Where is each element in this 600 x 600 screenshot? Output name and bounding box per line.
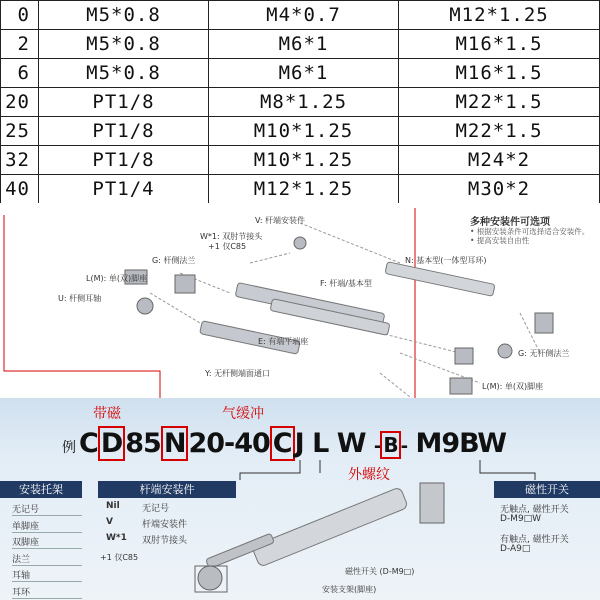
- rod-code: W*1: [106, 533, 127, 543]
- spec-cell-bore: 40: [1, 175, 39, 204]
- spec-cell-rod_end: M8*1.25: [209, 88, 399, 117]
- spec-row: [1, 175, 600, 204]
- spec-cell-mount: M12*1.25: [399, 1, 600, 30]
- spec-cell-port: PT1/8: [39, 88, 209, 117]
- model-dash-1: -: [373, 436, 381, 457]
- diagram-bullet-1: • 根据安装条件可选择适合安装件。: [470, 227, 590, 236]
- label-y: Y: 无杆侧端面通口: [205, 369, 271, 378]
- diagram-bullet-2: • 提高安装自由性: [470, 236, 530, 245]
- mount-item: 法兰: [12, 552, 82, 566]
- spec-row: [1, 30, 600, 59]
- diagram-title: 多种安装件可选项: [470, 217, 550, 228]
- label-u-left: U: 杆侧耳轴: [58, 294, 102, 303]
- spec-row: [1, 59, 600, 88]
- label-l-left: L(M): 单(双)脚座: [86, 274, 148, 283]
- spec-cell-port: M5*0.8: [39, 30, 209, 59]
- model-part-l: L: [312, 428, 329, 459]
- photo-label-bracket: 安装支架(脚座): [322, 585, 377, 594]
- rod-panel-header: 杆端安装件: [98, 481, 236, 498]
- rod-desc: 无记号: [142, 504, 170, 514]
- model-part-n: N: [161, 426, 189, 461]
- spec-cell-rod_end: M10*1.25: [209, 146, 399, 175]
- spec-row: [1, 88, 600, 117]
- rod-desc: 双肘节接头: [142, 536, 188, 546]
- model-part-j: J: [294, 428, 304, 459]
- spec-cell-port: PT1/8: [39, 117, 209, 146]
- mounting-diagram: [0, 203, 600, 428]
- rod-code: Nil: [106, 501, 120, 511]
- spec-cell-bore: 0: [1, 1, 39, 30]
- label-n: N: 基本型(一体型耳环): [405, 256, 487, 265]
- model-part-cushion: C: [270, 426, 295, 461]
- annotation-thread: 外螺纹: [348, 467, 390, 483]
- spec-cell-bore: 20: [1, 88, 39, 117]
- model-part-d: D: [98, 426, 125, 461]
- annotation-magnet: 带磁: [93, 406, 121, 422]
- mount-item: 耳轴: [12, 568, 82, 582]
- label-w-note: +1 仅C85: [208, 242, 247, 251]
- spec-cell-mount: M16*1.5: [399, 59, 600, 88]
- spec-cell-rod_end: M10*1.25: [209, 117, 399, 146]
- switch-line-1: 无触点, 磁性开关: [500, 505, 569, 515]
- spec-cell-mount: M16*1.5: [399, 30, 600, 59]
- label-l-right: L(M): 单(双)脚座: [482, 382, 544, 391]
- model-part-b: B: [380, 431, 400, 459]
- label-w: W*1: 双肘节接头: [200, 232, 263, 241]
- spec-row: [1, 146, 600, 175]
- spec-cell-bore: 32: [1, 146, 39, 175]
- spec-cell-port: PT1/8: [39, 146, 209, 175]
- mount-item: 双脚座: [12, 535, 82, 549]
- label-g-right: G: 无杆侧法兰: [518, 349, 570, 358]
- label-g-left: G: 杆侧法兰: [152, 256, 196, 265]
- spec-cell-port: M5*0.8: [39, 1, 209, 30]
- spec-cell-mount: M22*1.5: [399, 117, 600, 146]
- model-part-switch: M9BW: [415, 428, 507, 459]
- mount-item: 耳环: [12, 585, 82, 599]
- spec-row: [1, 117, 600, 146]
- spec-cell-rod_end: M6*1: [209, 30, 399, 59]
- rod-panel-note: +1 仅C85: [100, 553, 139, 562]
- switch-line-3: 有触点, 磁性开关: [500, 535, 569, 545]
- photo-label-switch: 磁性开关 (D-M9□): [345, 567, 415, 576]
- model-part-stroke: 20-40: [188, 428, 270, 459]
- model-prefix: 例: [62, 440, 75, 456]
- mount-item: 单脚座: [12, 519, 82, 533]
- cylinder-photo: [0, 398, 600, 600]
- switch-line-4: D-A9□: [500, 544, 531, 554]
- label-f: F: 杆端/基本型: [320, 279, 372, 288]
- spec-cell-rod_end: M4*0.7: [209, 1, 399, 30]
- model-part-c: C: [79, 428, 98, 459]
- spec-cell-bore: 6: [1, 59, 39, 88]
- rod-code: V: [106, 517, 113, 527]
- spec-cell-rod_end: M6*1: [209, 59, 399, 88]
- spec-cell-mount: M24*2: [399, 146, 600, 175]
- model-part-w: W: [336, 428, 366, 459]
- switch-line-2: D-M9□W: [500, 514, 542, 524]
- spec-cell-mount: M30*2: [399, 175, 600, 204]
- spec-row: [1, 1, 600, 30]
- rod-desc: 杆端安装件: [142, 520, 188, 530]
- mount-panel-header: 安装托架: [0, 481, 82, 498]
- spec-cell-mount: M22*1.5: [399, 88, 600, 117]
- model-part-bore: 85: [125, 428, 161, 459]
- label-v: V: 杆端安装件: [255, 216, 306, 225]
- spec-cell-port: M5*0.8: [39, 59, 209, 88]
- spec-cell-bore: 25: [1, 117, 39, 146]
- switch-panel-header: 磁性开关: [494, 481, 600, 498]
- spec-cell-port: PT1/4: [39, 175, 209, 204]
- mount-item: 无记号: [12, 502, 82, 516]
- label-e: E: 有端平端座: [258, 337, 309, 346]
- spec-cell-rod_end: M12*1.25: [209, 175, 399, 204]
- annotation-cushion: 气缓冲: [222, 406, 264, 422]
- spec-table: [0, 0, 600, 204]
- model-code-section: [0, 398, 600, 600]
- model-dash-2: -: [400, 436, 408, 457]
- spec-cell-bore: 2: [1, 30, 39, 59]
